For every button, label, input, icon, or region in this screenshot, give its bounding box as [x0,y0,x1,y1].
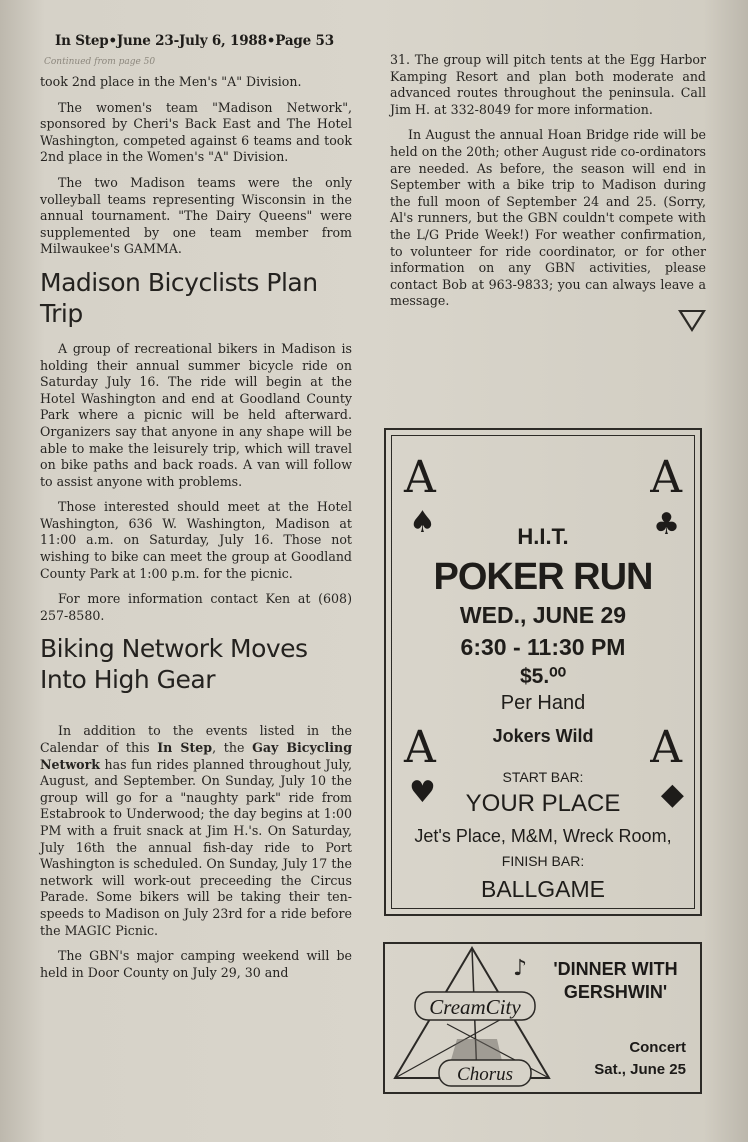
dinner-title: 'DINNER WITH GERSHWIN' [553,959,678,1002]
right-column [390,52,706,319]
text-run: In addition to the events listed in the Calendar of this [40,723,352,756]
ad-start-bar: YOUR PLACE [465,790,621,817]
ad-per-hand: Per Hand [500,692,586,714]
ad-stops: Jet's Place, M&M, Wreck Room, [414,826,672,846]
article-paragraph: A group of recreational bikers in Madison is holding their annual summer bicycle ride on Saturday July 16. The ride will begin at the Hotel Washington and end at Goodland County Park where a picnic will be held afterward. Organizers say that anyone in any shape will be able to make the leisurely trip, which will travel on bike paths and back roads. A van will follow to assist anyone with problems. [40,340,352,489]
poker-run-ad [384,428,702,916]
ad-inner-border [391,435,695,909]
ace-letter-top-right: A [650,452,682,503]
spade-icon: ♠ [409,505,436,540]
music-note-icon: ♪ [513,956,528,981]
concert-label: Concert [629,1039,686,1056]
article-paragraph [40,723,352,939]
article-paragraph: 31. The group will pitch tents at the Egg Harbor Kamping Resort and plan both moderate and advanced routes throughout the peninsula. Call Jim H. at 332-8049 for more information. [390,52,706,117]
organization-name: Gay Bicycling Network [40,740,352,772]
article-paragraph: took 2nd place in the Men's "A" Division. [40,74,302,89]
text-run: has fun rides planned throughout July, August, and September. On Sunday, July 10 the group will go for a "naughty park" ride from Estabrook to Underwood; the day begins at 1:00 PM with a fruit snack at Jim H.'s. On Saturday, July 16th the annual fish-day ride to Port Washington is scheduled. On Sunday, July 17 the network will work-out preceeding the Circus Parade. Some bikers will be taking their ten-speeds to Madison on July 23rd for a ride before the MAGIC Picnic. [40,756,352,938]
ad-title: POKER RUN [433,556,653,598]
article-paragraph: The women's team "Madison Network", sponsored by Cheri's Back East and The Hotel Washington, competed against 6 teams and took 2nd place in the Women's "A" Division. [40,99,352,165]
concert-date: Sat., June 25 [594,1061,686,1078]
ad-price: $5.⁰⁰ [519,665,567,688]
diamond-icon: ◆ [660,777,684,812]
left-column [40,74,352,990]
ad-start-label: START BAR: [502,769,584,785]
ace-letter-bottom-right: A [650,722,682,773]
logo-text-bottom: Chorus [457,1064,513,1085]
running-head: In Step•June 23-July 6, 1988•Page 53 [55,33,334,49]
continued-line: Continued from page 50 [44,57,156,67]
headline-madison-bicyclists: Madison Bicyclists Plan Trip [40,267,318,328]
text-run: , the [212,740,253,756]
publication-name: In Step [157,740,213,756]
end-mark-triangle-icon [678,310,706,332]
text-run: In August the annual Hoan Bridge ride will be held on the 20th; other August ride co-ordinators are needed. As before, the season will end in September with a bike trip to Madison during the full moon of September 24 and 25. (Sorry, Al's runners, but the GBN couldn't compete with the L/G Pride Week!) For weather confirmation, to volunteer for ride coordinator, or for other information on any GBN activities, please contact Bob at 963-9833; you can always leave a message. [390,127,706,309]
dinner-with-gershwin-ad [383,942,702,1094]
ad-finish-bar: BALLGAME [481,876,605,902]
article-paragraph [390,127,706,310]
ace-letter-bottom-left: A [404,722,436,773]
article-paragraph: For more information contact Ken at (608) 257-8580. [40,591,352,623]
ad-date: WED., JUNE 29 [459,602,627,628]
concert-info [594,1037,686,1081]
heart-icon: ♥ [409,775,436,810]
article-paragraph: The GBN's major camping weekend will be held in Door County on July 29, 30 and [40,948,352,980]
ad-jokers: Jokers Wild [492,726,594,746]
cream-city-chorus-logo [387,944,557,1092]
ad-org: H.I.T. [517,524,569,549]
ad-time: 6:30 - 11:30 PM [460,634,626,660]
ad-finish-label: FINISH BAR: [501,853,585,869]
headline-biking-network: Biking Network Moves Into High Gear [40,634,308,695]
club-icon: ♣ [653,507,680,542]
article-paragraph: The two Madison teams were the only volleyball teams representing Wisconsin in the annual tournament. "The Dairy Queens" were supplemented by one team member from Milwaukee's GAMMA. [40,174,352,257]
ace-letter-top-left: A [404,452,436,503]
article-paragraph: Those interested should meet at the Hotel Washington, 636 W. Washington, Madison at 11:00 a.m. on Saturday, July 16. Those not wishing to bike can meet the group at Goodland County Park at 1:00 p.m. for the picnic. [40,499,352,581]
logo-text-top: CreamCity [429,995,521,1019]
